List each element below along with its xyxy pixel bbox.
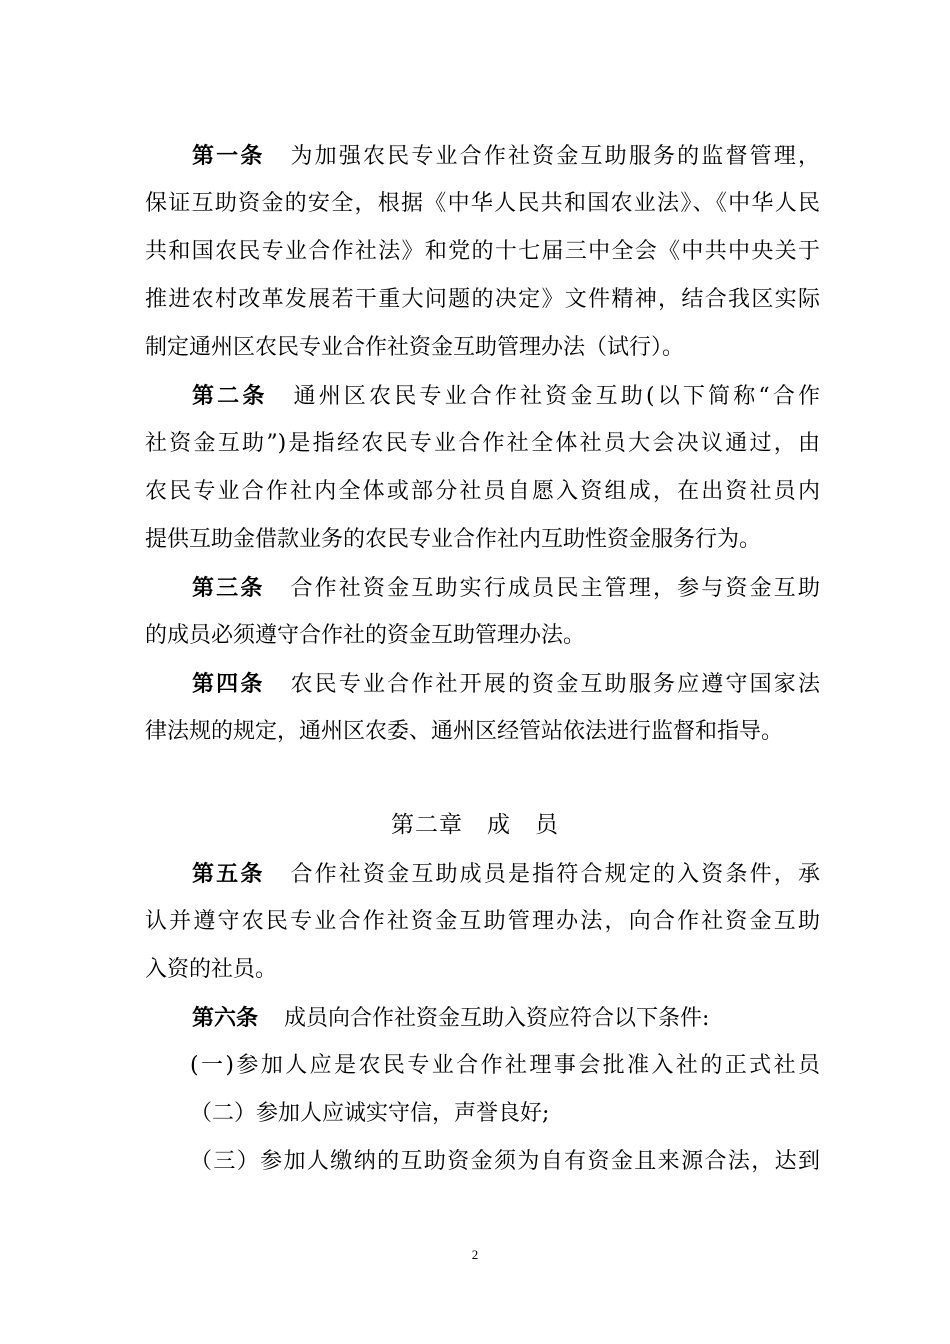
article-2-line-2: 社资金互助”)是指经农民专业合作社全体社员大会决议通过，由 xyxy=(145,431,820,456)
condition-2: （二）参加人应诚实守信，声誉良好; xyxy=(190,1101,550,1126)
article-5-label: 第五条 xyxy=(192,861,265,887)
article-1-text-1: 为加强农民专业合作社资金互助服务的监督管理， xyxy=(290,144,820,169)
article-1-line-5: 制定通州区农民专业合作社资金互助管理办法（试行）。 xyxy=(145,335,685,360)
article-4-line-2: 律法规的规定，通州区农委、通州区经管站依法进行监督和指导。 xyxy=(145,719,784,744)
condition-1: (一)参加人应是农民专业合作社理事会批准入社的正式社员 xyxy=(190,1053,820,1078)
article-6-text-1: 成员向合作社资金互助入资应符合以下条件: xyxy=(284,1006,710,1031)
article-2-line-4: 提供互助金借款业务的农民专业合作社内互助性资金服务行为。 xyxy=(145,527,762,552)
article-2-label: 第二条 xyxy=(192,383,268,409)
condition-3: （三）参加人缴纳的互助资金须为自有资金且来源合法，达到 xyxy=(190,1149,820,1174)
article-2-line-3: 农民专业合作社内全体或部分社员自愿入资组成，在出资社员内 xyxy=(145,479,820,504)
article-5-text-1: 合作社资金互助成员是指符合规定的入资条件，承 xyxy=(290,862,820,887)
article-4-label: 第四条 xyxy=(192,671,265,697)
article-5-line-2: 认并遵守农民专业合作社资金互助管理办法，向合作社资金互助 xyxy=(145,909,820,934)
article-3-line-1 xyxy=(192,566,820,610)
article-1-line-1 xyxy=(192,134,820,178)
article-1-label: 第一条 xyxy=(192,143,265,169)
article-3-label: 第三条 xyxy=(192,575,265,601)
article-5-line-3: 入资的社员。 xyxy=(145,957,278,982)
article-4-line-1 xyxy=(192,662,820,706)
chapter-number: 第二章 xyxy=(391,812,463,838)
article-2-text-1: 通州区农民专业合作社资金互助(以下简称“合作 xyxy=(293,384,820,409)
article-1-line-3: 共和国农民专业合作社法》和党的十七届三中全会《中共中央关于 xyxy=(145,239,820,264)
article-6-line-1 xyxy=(192,996,820,1040)
article-6-label: 第六条 xyxy=(192,1005,259,1031)
chapter-title: 成 员 xyxy=(487,812,559,838)
article-3-line-2: 的成员必须遵守合作社的资金互助管理办法。 xyxy=(145,623,586,648)
article-1-line-4: 推进农村改革发展若干重大问题的决定》文件精神，结合我区实际 xyxy=(145,287,820,312)
article-5-line-1 xyxy=(192,852,820,896)
article-3-text-1: 合作社资金互助实行成员民主管理，参与资金互助 xyxy=(290,576,820,601)
article-1-line-2: 保证互助资金的安全，根据《中华人民共和国农业法》、《中华人民 xyxy=(145,191,820,216)
page-number: 2 xyxy=(471,1247,479,1262)
article-4-text-1: 农民专业合作社开展的资金互助服务应遵守国家法 xyxy=(290,672,820,697)
chapter-heading xyxy=(0,803,950,847)
article-2-line-1 xyxy=(192,374,820,418)
